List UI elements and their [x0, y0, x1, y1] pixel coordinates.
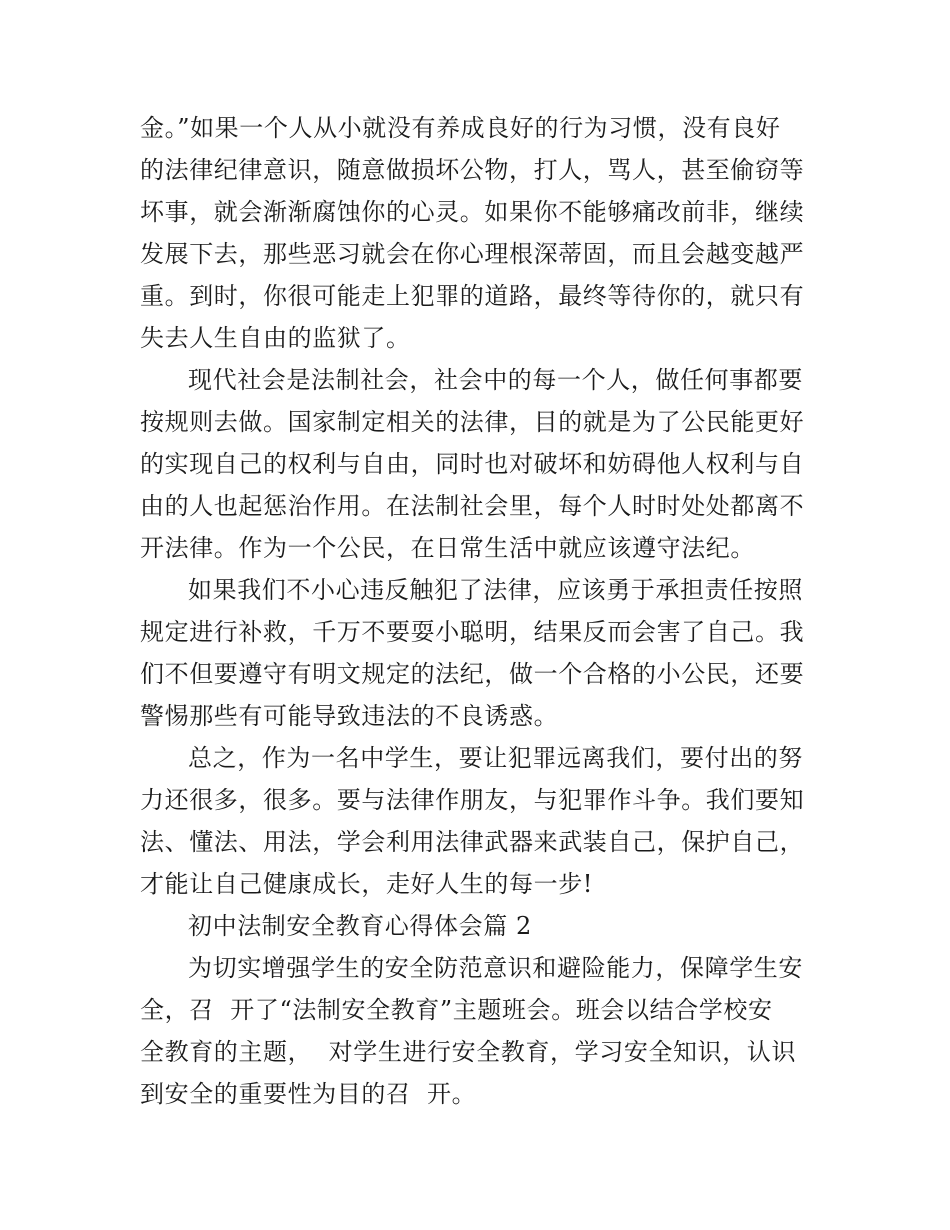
text-line: 到安全的重要性为目的召 开。 — [140, 1080, 477, 1108]
text-line: 发展下去，那些恶习就会在你心理根深蒂固，而且会越变越严 — [140, 240, 805, 268]
text-line: 的实现自己的权利与自由，同时也对破坏和妨碍他人权利与自 — [140, 450, 805, 478]
text-line: 失去人生自由的监狱了。 — [140, 324, 411, 352]
text-line: 的法律纪律意识，随意做损坏公物，打人，骂人，甚至偷窃等 — [140, 156, 805, 184]
text-line: 全，召 开了“法制安全教育”主题班会。班会以结合学校安 — [140, 996, 773, 1024]
section-heading: 初中法制安全教育心得体会篇 2 — [188, 912, 532, 940]
text-line: 开法律。作为一个公民，在日常生活中就应该遵守法纪。 — [140, 534, 755, 562]
paragraph-first-line: 如果我们不小心违反触犯了法律，应该勇于承担责任按照 — [188, 576, 803, 604]
text-line: 才能让自己健康成长，走好人生的每一步! — [140, 870, 594, 898]
text-line: 力还很多，很多。要与法律作朋友，与犯罪作斗争。我们要知 — [140, 786, 805, 814]
paragraph-first-line: 为切实增强学生的安全防范意识和避险能力，保障学生安 — [188, 954, 803, 982]
paragraph-first-line: 现代社会是法制社会，社会中的每一个人，做任何事都要 — [188, 366, 803, 394]
text-line: 金。”如果一个人从小就没有养成良好的行为习惯，没有良好 — [140, 114, 781, 142]
text-line: 由的人也起惩治作用。在法制社会里，每个人时时处处都离不 — [140, 492, 805, 520]
text-line: 警惕那些有可能导致违法的不良诱惑。 — [140, 702, 559, 730]
paragraph-first-line: 总之，作为一名中学生，要让犯罪远离我们，要付出的努 — [188, 744, 803, 772]
text-line: 法、懂法、用法，学会利用法律武器来武装自己，保护自己， — [140, 828, 805, 856]
text-line: 们不但要遵守有明文规定的法纪，做一个合格的小公民，还要 — [140, 660, 805, 688]
text-line: 坏事，就会渐渐腐蚀你的心灵。如果你不能够痛改前非，继续 — [140, 198, 805, 226]
text-line: 按规则去做。国家制定相关的法律，目的就是为了公民能更好 — [140, 408, 805, 436]
text-line: 规定进行补救，千万不要耍小聪明，结果反而会害了自己。我 — [140, 618, 805, 646]
text-line: 全教育的主题， 对学生进行安全教育，学习安全知识，认识 — [140, 1038, 797, 1066]
text-line: 重。到时，你很可能走上犯罪的道路，最终等待你的，就只有 — [140, 282, 805, 310]
